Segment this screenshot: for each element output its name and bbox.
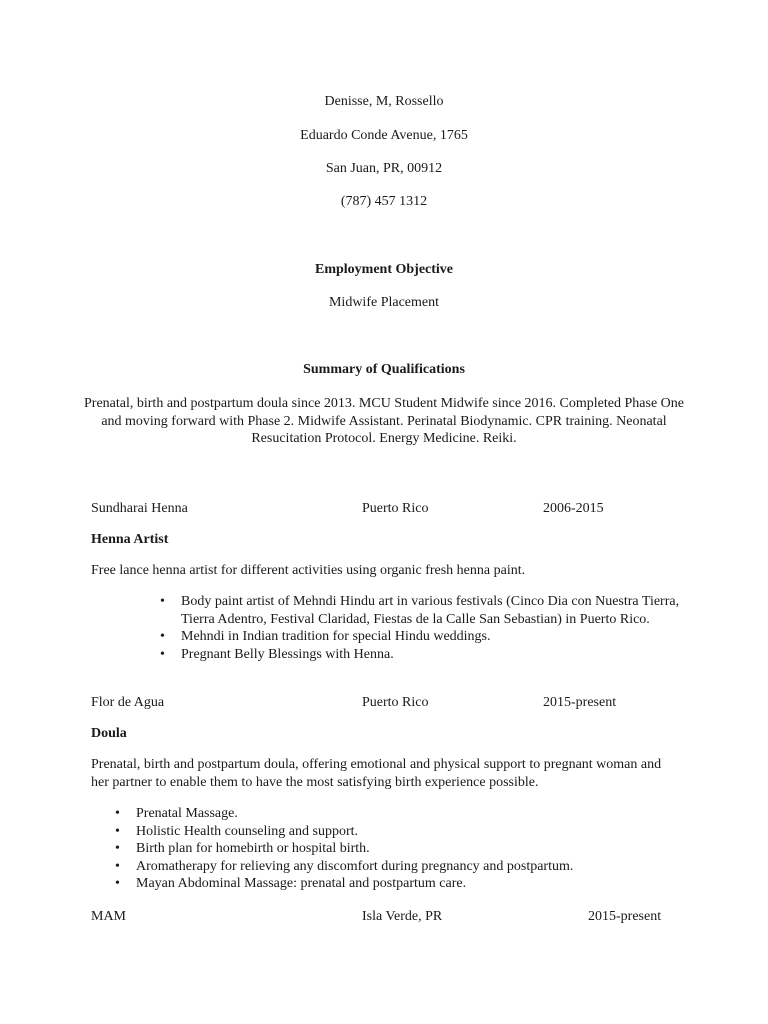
- phone-number: (787) 457 1312: [340, 194, 428, 209]
- objective-heading: Employment Objective: [314, 262, 454, 277]
- list-item: • Holistic Health counseling and support.: [91, 823, 691, 841]
- job-location: Isla Verde, PR: [362, 909, 443, 924]
- job-location: Puerto Rico: [362, 501, 429, 516]
- list-item: • Prenatal Massage.: [91, 805, 691, 823]
- job-location: Puerto Rico: [362, 695, 429, 710]
- list-item: • Body paint artist of Mehndi Hindu art in various festivals (Cinco Dia con Nuestra Tierra, Tierra Adentro, Festival Claridad, Fiestas de la Calle San Sebastian) in Puerto Rico.: [91, 593, 701, 628]
- job-dates: 2015-present: [588, 909, 662, 924]
- job-duties-list: [91, 593, 701, 663]
- job-company: Sundharai Henna: [91, 501, 188, 516]
- list-item: • Mayan Abdominal Massage: prenatal and postpartum care.: [91, 875, 691, 893]
- list-item: • Pregnant Belly Blessings with Henna.: [91, 646, 701, 664]
- objective-text: Midwife Placement: [328, 295, 440, 310]
- job-title: Doula: [91, 726, 127, 741]
- job-description: Free lance henna artist for different activities using organic fresh henna paint.: [91, 563, 526, 578]
- job-dates: 2015-present: [543, 695, 617, 710]
- list-item: • Birth plan for homebirth or hospital birth.: [91, 840, 691, 858]
- summary-text: Prenatal, birth and postpartum doula since 2013. MCU Student Midwife since 2016. Completed Phase One and moving forward with Phase 2. Midwife Assistant. Perinatal Biodynamic. CPR training. Neonatal Resucitation Protocol. Energy Medicine. Reiki.: [84, 396, 684, 446]
- job-title: Henna Artist: [91, 532, 169, 547]
- list-item: • Aromatherapy for relieving any discomfort during pregnancy and postpartum.: [91, 858, 691, 876]
- list-item: • Mehndi in Indian tradition for special Hindu weddings.: [91, 628, 701, 646]
- job-company: Flor de Agua: [91, 695, 165, 710]
- job-dates: 2006-2015: [543, 501, 604, 516]
- job-description: Prenatal, birth and postpartum doula, offering emotional and physical support to pregnant woman and her partner to enable them to have the most satisfying birth experience possible.: [91, 757, 662, 790]
- applicant-name: Denisse, M, Rossello: [324, 94, 444, 109]
- job-duties-list: [91, 805, 691, 893]
- street-address: Eduardo Conde Avenue, 1765: [300, 128, 468, 143]
- job-company: MAM: [91, 909, 127, 924]
- summary-heading: Summary of Qualifications: [303, 362, 465, 377]
- city-address: San Juan, PR, 00912: [325, 161, 443, 176]
